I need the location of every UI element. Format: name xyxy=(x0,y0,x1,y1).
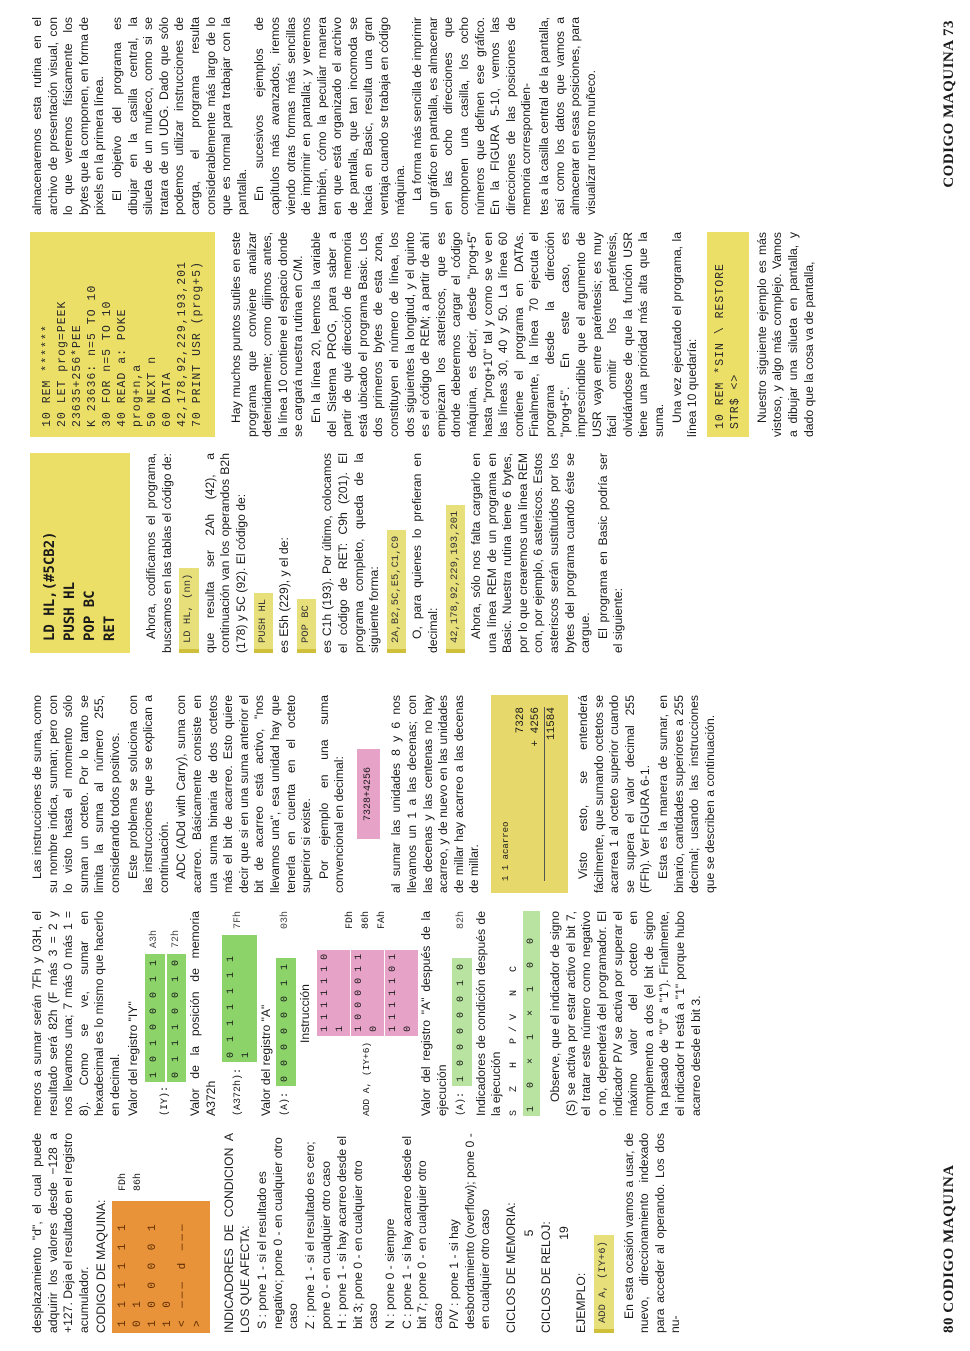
paragraph: Ahora, codificamos el programa, buscamos en las tablas el código de: xyxy=(144,453,174,653)
page-73 xyxy=(0,0,970,675)
flags-names: S Z H P/V N C xyxy=(509,959,521,1116)
after-register xyxy=(452,911,472,1116)
paragraph: almacenaremos esta rutina en el archivo de presentación visual, con lo que veremos físicamente los bytes que la componen, en forma de pixels en la primera línea. xyxy=(30,17,107,215)
flag-list xyxy=(255,1133,494,1329)
opcode-bits xyxy=(112,1201,210,1333)
paragraph: O, para quienes lo prefieran en decimal: xyxy=(410,453,440,653)
paragraph: Una vez ejecutado el programa, la línea 10 quedaría: xyxy=(669,232,700,437)
opcode-block xyxy=(112,1133,210,1333)
outro-paragraph: En esta ocasión vamos a usar, de nuevo, direccionamiento indexado para acceder al operando. Los dos nu- xyxy=(621,1133,683,1333)
ejemplo-label: EJEMPLO: xyxy=(574,1272,589,1333)
page-folio: CODIGO MAQUINA 73 xyxy=(941,20,957,188)
after-label: Valor del registro "A" después de la ejecución xyxy=(419,911,449,1116)
hex-value: 7Fh xyxy=(233,911,245,930)
bit-row: 1 1 1 1 1 0 1 0 xyxy=(385,950,418,1036)
register-tag: (A): xyxy=(456,1091,468,1116)
basic-line: 60 DATA 42,178,92,229,193,201 xyxy=(161,261,189,427)
assembly-listing xyxy=(30,453,130,653)
basic-line: 20 LET prog=PEEK 23635+256*PEE xyxy=(56,300,84,427)
asm-line: PUSH HL xyxy=(62,581,78,641)
indicadores-label: INDICADORES DE CONDICION A LOS QUE AFECTA: xyxy=(221,1133,252,1333)
paragraph: ADC (ADd with Carry), suma con acarreo. Básicamente consiste en una suma binaria de dos octetos más el bit de acarreo. Esto quiere decir que si en una suma anterior el bit de acarreo está activo, "nos llevamos una", esa unidad hay que tenerla en cuenta en el octeto superior si existe. xyxy=(174,695,314,893)
paragraph: Observe, que el indicador de signo (S) se activa por estar activo el bit 7, el tratar este número como negativo o no, dependerá del programador. El indicador P/V se activa por superar el máximo valor del octeto en complemento a dos (el bit de signo ha pasado de "0" a "1"). Finalmente, el indicador H está a "1" porque hubo acarreo desde el bit 3. xyxy=(548,911,703,1116)
paragraph: El programa en Basic podría ser el siguiente: xyxy=(595,453,626,653)
bit-row: 0 0 0 0 0 0 1 1 xyxy=(276,958,296,1086)
ciclos-reloj-label: CICLOS DE RELOJ: xyxy=(539,1221,554,1333)
hex-value: FDh xyxy=(117,1172,129,1191)
bit-row: 1 0 0 0 0 0 1 0 xyxy=(452,958,472,1086)
paragraph: Las instrucciones de suma, como su nombre indica, suman; pero con lo visto hasta el momento sólo suman un octeto. Por lo tanto se limita la suma al número 255, considerando todos positivos. xyxy=(30,695,122,893)
mem-label: Valor de la posición de memoria A372h xyxy=(188,911,218,1116)
register-tag: (A): xyxy=(280,1091,292,1116)
paragraph: En sucesivos ejemplos de capítulos más avanzados, iremos viendo otras formas más sencillas de imprimir en pantalla; y veremos también, cómo la peculiar manera en que está organizado el archivo de pantalla, que tan incomoda se hacía en Basic, resulta una gran ventaja cuando se trabaja en código máquina. xyxy=(252,17,407,215)
paragraph: que resulta ser 2Ah (42), a continuación van los operandos B2h (178) y 5C (92). El código de: xyxy=(202,453,248,653)
basic-line: 30 FOR n=5 TO 10 xyxy=(101,300,114,427)
code-box: POP BC xyxy=(297,599,317,653)
bit-row: 1 0 1 0 0 0 1 1 xyxy=(145,954,165,1082)
basic-listing xyxy=(30,232,215,437)
instr-block xyxy=(316,911,420,1116)
flag-h: H : pone 1 - si hay acarreo desde el bit 3; pone 0 - en cualquier otro caso xyxy=(335,1135,381,1329)
instr-tag: ADD A, (IY+6) xyxy=(361,1041,373,1116)
basic-line: 40 READ a: POKE prog+n,a xyxy=(116,308,144,427)
ciclos-reloj-value: 19 xyxy=(556,1226,571,1240)
sum-example xyxy=(491,695,568,893)
ejemplo-instruction: ADD A, (IY+6) xyxy=(594,1235,614,1333)
page-folio: 80 CODIGO MAQUINA xyxy=(941,1164,957,1333)
basic-line: 50 NEXT n xyxy=(146,355,159,427)
opcode-row: 1 1 1 1 1 1 0 1 xyxy=(116,1221,144,1327)
opcode-row: 1 0 0 0 0 1 1 0 xyxy=(146,1221,174,1327)
page-80 xyxy=(0,676,970,1351)
code-box: PUSH HL xyxy=(254,593,274,653)
left-column-1 xyxy=(30,1133,686,1333)
ciclos-memoria-label: CICLOS DE MEMORIA: xyxy=(504,1202,519,1333)
iy-register xyxy=(143,911,188,1116)
carry-header: 1 1 acarreo xyxy=(501,821,512,881)
paragraph: es C1h (193). Por último, colocamos el código de RET: C9h (201). El programa completo, queda de la siguiente forma: xyxy=(320,453,382,653)
hex-value: FDh xyxy=(345,911,357,930)
basic-line: 70 PRINT USR (prog+5) xyxy=(191,261,204,427)
ind-label: Indicadores de condición después de la ejecución xyxy=(473,911,504,1116)
a-label: Valor del registro "A" xyxy=(258,1004,273,1116)
right-column-1 xyxy=(30,453,629,653)
sum-line: 11584 xyxy=(546,707,559,741)
hex-value: 82h xyxy=(456,911,468,930)
hex-value: 86h xyxy=(361,911,373,930)
register-tag: (A372h): xyxy=(233,1067,245,1116)
flags-values: 1 0 × 1 × 1 0 0 xyxy=(523,911,541,1116)
mem-register xyxy=(222,911,257,1116)
asm-line: POP BC xyxy=(82,590,98,641)
sum-box: 7328+4256 xyxy=(357,749,381,839)
flag-z: Z : pone 1 - si el resultado es cero; pone 0 - en cualquier otro caso xyxy=(302,1141,333,1329)
bit-row: 1 0 0 0 0 1 1 0 xyxy=(351,950,384,1036)
paragraph: al sumar las unidades 8 y 6 nos llevamos un 1 a las decenas; con las decenas y las centenas no hay acarreo, y de nuevo en las unidades de millar hay acarreo a las decenas de millar. xyxy=(389,695,482,893)
basic-line: K 23636: n=5 TO 10 xyxy=(86,284,99,427)
opcode-hex xyxy=(112,1173,146,1191)
code-box: LD HL, (nn) xyxy=(179,568,199,653)
left-column-3 xyxy=(30,695,720,893)
paragraph: En la línea 20, leemos la variable del Sistema PROG, para saber a partir de qué dirección de memoria está ubicado el programa Basic. Los dos primeros bytes de esta zona, constituyen el número de línea, los dos siguientes la longitud, y el quinto es el código de REM; a partir de ahí empiezan los asteriscos, que es donde deberemos cargar el código máquina, es decir, desde "prog+5" hasta "prog+10" tal y como se ve en las líneas 30, 40 y 50. La línea 60 contiene el programa en DATAs. Finalmente, la línea 70 ejecuta el programa desde la dirección "prog+5". En este caso, es imprescindible que el argumento de USR vaya entre paréntesis; es muy fácil omitir los paréntesis, olvidándose de que la función USR tiene una prioridad más alta que la suma. xyxy=(308,232,667,437)
bit-row: 0 1 1 1 0 0 1 0 xyxy=(167,954,187,1082)
paragraph: tes a la casilla central de la pantalla, así como los datos que vamos a almacenar en esas posiciones, para visualizar nuestro muñeco. xyxy=(537,17,598,215)
code-box: 2A,B2,5C,E5,C1,C9 xyxy=(387,530,407,653)
hex-value: 72h xyxy=(170,929,182,948)
paragraph: Hay muchos puntos sutiles en este programa que conviene analizar detenidamente; como dijimos antes, la línea 10 contiene el espacio donde se cargará nuestra rutina en C/M. xyxy=(229,232,306,437)
sum-line: + 4256 xyxy=(529,707,545,881)
asm-line: RET xyxy=(102,615,118,641)
displacement-row: < ——— d ——— > xyxy=(176,1221,204,1327)
bit-row: 0 1 1 1 1 1 1 1 xyxy=(222,935,257,1062)
paragraph: Esta es la manera de sumar, en binario, cantidades superiores a 255 decimal; usando las instrucciones que se describen a continuación. xyxy=(656,695,717,893)
right-column-2 xyxy=(30,232,819,437)
paragraph: Este problema se soluciona con las instrucciones que se explican a continuación. xyxy=(125,695,171,893)
paragraph: es E5h (229), y el de: xyxy=(277,537,292,653)
hex-value: A3h xyxy=(149,929,161,948)
paragraph: meros a sumar serán 7Fh y 03H, el resultado será 82h (F más 3 = 2 y nos llevamos una; 7 más 0 más 1 = 8). Como se ve, sumar en hexadecimal es lo mismo que hacerlo en decimal. xyxy=(30,911,122,1116)
intro-paragraph: desplazamiento "d", el cual puede adquirir los valores desde −128 a +127. Deja el resultado en el registro acumulador. xyxy=(30,1133,91,1333)
paragraph: Ahora, sólo nos falta cargarlo en una línea REM de un programa en Basic. Nuestra rutina tiene 6 bytes, por lo que crearemos una línea REM con, por ejemplo, 6 asteriscos. Estos asteriscos serán sustituidos por los bytes del programa cuando éste se cargue. xyxy=(469,453,593,653)
flag-c: C : pone 1 - si hay acarreo desde el bit 7; pone 0 - en cualquier otro caso xyxy=(399,1135,445,1329)
sum-line: 7328 xyxy=(515,707,528,734)
basic-line: 10 REM ****** xyxy=(41,324,54,427)
ciclos-memoria-value: 5 xyxy=(521,1229,536,1237)
register-tag: (IY): xyxy=(159,1085,171,1116)
hex-value: FAh xyxy=(377,911,389,930)
rem-result: 10 REM *SIN \ RESTORE STR$ <> xyxy=(707,232,749,437)
paragraph: Nuestro siguiente ejemplo es más vistoso, y algo más complejo. Vamos a dibujar una silueta en pantalla, y dado que la cosa va de pantalla, xyxy=(754,232,816,437)
paragraph: Por ejemplo en una suma convencional en decimal: xyxy=(316,695,347,893)
hex-value: 86h xyxy=(132,1172,144,1191)
hex-value: 03h xyxy=(280,911,292,930)
flag-s: S : pone 1 - si el resultado es negativo; pone 0 - en cualquier otro caso xyxy=(255,1137,301,1329)
asm-line: LD HL,(#5CB2) xyxy=(42,531,58,641)
right-column-3 xyxy=(30,17,601,215)
code-box: 42,178,92,229,193,201 xyxy=(446,505,466,653)
flag-n: N : pone 0 - siempre xyxy=(382,1218,397,1329)
instr-label: Instrucción xyxy=(297,984,312,1043)
left-column-2 xyxy=(30,911,706,1116)
iy-label: Valor del registro "IY" xyxy=(125,1001,140,1116)
bit-row: 1 1 1 1 1 1 0 1 xyxy=(317,950,350,1036)
paragraph: La forma más sencilla de imprimir un gráfico en pantalla, es almacenar en las ocho direcciones que componen una casilla, los ocho números que definen ese gráfico. En la FIGURA 5-10, vemos las direcciones de las posiciones de memoria correspondien- xyxy=(410,17,534,215)
paragraph: El objetivo del programa es dibujar en la casilla central, la silueta de un muñeco, como si se tratara de un UDG. Dado que sólo podemos utilizar instrucciones de carga, el programa resulta considerablemente más largo de lo que es normal para trabajar con la pantalla. xyxy=(109,17,249,215)
codigo-maquina-label: CODIGO DE MAQUINA: xyxy=(94,1199,109,1333)
flag-pv: P/V : pone 1 - si hay desbordamiento (overflow); pone 0 - en cualquier otro caso xyxy=(447,1133,493,1329)
a-register xyxy=(276,911,296,1116)
paragraph: Visto esto, se entenderá fácilmente, que sumando octetos se acarrea 1 al octeto superior cuando se supera el valor decimal 255 (FFh). Ver FIGURA 6-1. xyxy=(576,695,653,893)
